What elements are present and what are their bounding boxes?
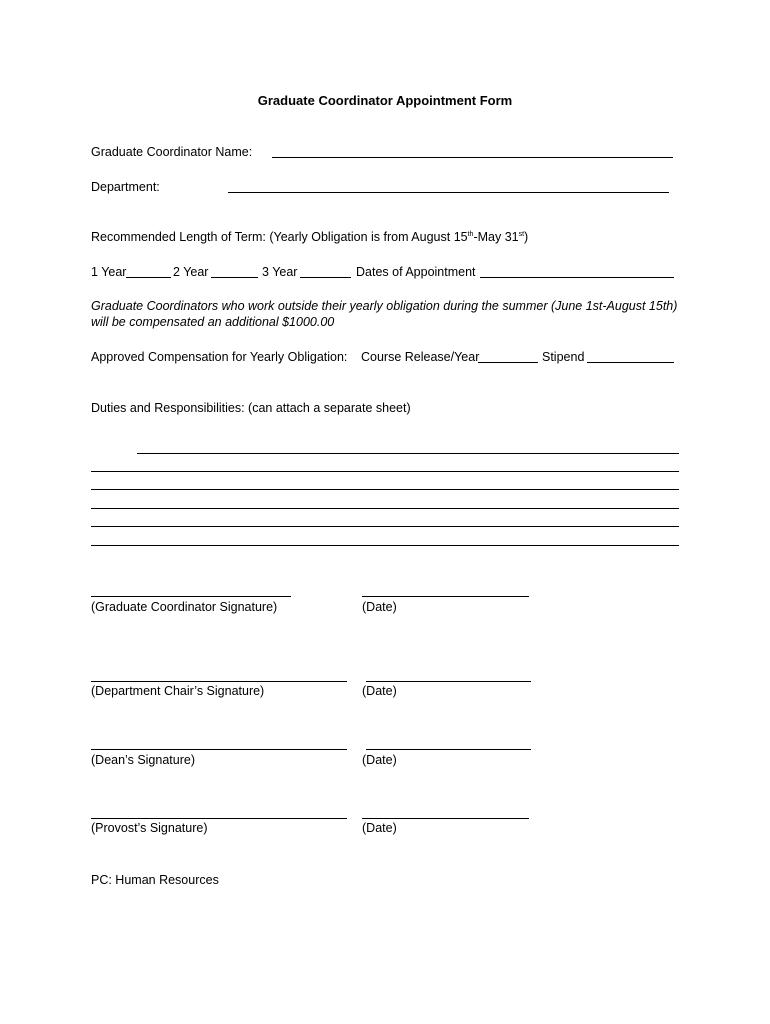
dean-date-line[interactable] <box>366 749 531 750</box>
chair-signature-label: (Department Chair’s Signature) <box>91 684 265 698</box>
term-sup-2: st <box>518 230 525 238</box>
stipend-label: Stipend <box>542 350 585 364</box>
stipend-line[interactable] <box>587 362 674 363</box>
two-year-line[interactable] <box>211 277 258 278</box>
dean-signature-label: (Dean’s Signature) <box>91 753 195 767</box>
term-label-mid: -May 31 <box>473 230 519 244</box>
form-title: Graduate Coordinator Appointment Form <box>257 93 513 108</box>
three-year-label: 3 Year <box>262 265 298 279</box>
duties-line-4[interactable] <box>91 508 679 509</box>
department-label: Department: <box>91 180 160 194</box>
course-release-label: Course Release/Year <box>361 350 480 364</box>
duties-line-3[interactable] <box>91 489 679 490</box>
department-line[interactable] <box>228 192 669 193</box>
dates-of-appointment-line[interactable] <box>480 277 674 278</box>
summer-note: Graduate Coordinators who work outside their yearly obligation during the summer (June 1st-August 15th) will be compensated an additional $1000.00 <box>91 299 678 329</box>
coordinator-date-label: (Date) <box>362 600 397 614</box>
term-label-end: ) <box>524 230 529 244</box>
duties-line-2[interactable] <box>91 471 679 472</box>
dates-of-appointment-label: Dates of Appointment <box>356 265 476 279</box>
coordinator-name-label: Graduate Coordinator Name: <box>91 145 253 159</box>
provost-signature-label: (Provost’s Signature) <box>91 821 208 835</box>
term-label-text: Recommended Length of Term: (Yearly Obligation is from August 15 <box>91 230 468 244</box>
duties-label: Duties and Responsibilities: (can attach a separate sheet) <box>91 401 411 415</box>
provost-date-line[interactable] <box>362 818 529 819</box>
coordinator-signature-line[interactable] <box>91 596 291 597</box>
provost-signature-line[interactable] <box>91 818 347 819</box>
chair-signature-line[interactable] <box>91 681 347 682</box>
coordinator-name-line[interactable] <box>272 157 673 158</box>
term-sup-1: th <box>467 230 474 238</box>
coordinator-date-line[interactable] <box>362 596 529 597</box>
dean-signature-line[interactable] <box>91 749 347 750</box>
compensation-label: Approved Compensation for Yearly Obligation: <box>91 350 348 364</box>
duties-line-6[interactable] <box>91 545 679 546</box>
pc-note: PC: Human Resources <box>91 873 219 887</box>
dean-date-label: (Date) <box>362 753 397 767</box>
duties-line-1[interactable] <box>137 453 679 454</box>
one-year-line[interactable] <box>126 277 171 278</box>
provost-date-label: (Date) <box>362 821 397 835</box>
three-year-line[interactable] <box>300 277 351 278</box>
course-release-line[interactable] <box>478 362 538 363</box>
chair-date-line[interactable] <box>366 681 531 682</box>
duties-line-5[interactable] <box>91 526 679 527</box>
two-year-label: 2 Year <box>173 265 209 279</box>
term-label <box>91 230 528 244</box>
one-year-label: 1 Year <box>91 265 127 279</box>
coordinator-signature-label: (Graduate Coordinator Signature) <box>91 600 278 614</box>
chair-date-label: (Date) <box>362 684 397 698</box>
